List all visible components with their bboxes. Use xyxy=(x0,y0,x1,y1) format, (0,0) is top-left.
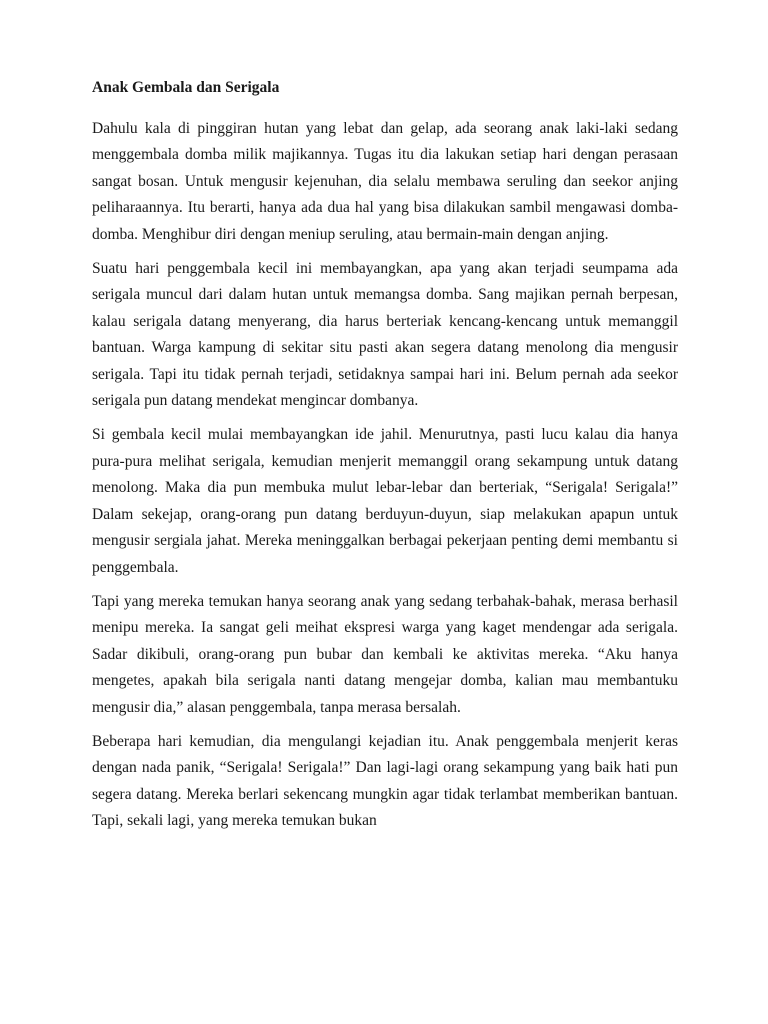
document-title: Anak Gembala dan Serigala xyxy=(92,79,280,96)
paragraph-4: Tapi yang mereka temukan hanya seorang anak yang sedang terbahak-bahak, merasa berhasil menipu mereka. Ia sangat geli meihat ekspresi warga yang kaget mendengar ada serigala. Sadar dikibuli, orang-orang pun bubar dan kembali ke aktivitas mereka. “Aku hanya mengetes, apakah bila serigala nanti datang mengejar domba, kalian mau membantuku mengusir dia,” alasan penggembala, tanpa merasa bersalah. xyxy=(92,592,678,716)
paragraph-2: Suatu hari penggembala kecil ini membayangkan, apa yang akan terjadi seumpama ada serigala muncul dari dalam hutan untuk memangsa domba. Sang majikan pernah berpesan, kalau serigala datang menyerang, dia harus berteriak kencang-kencang untuk memanggil bantuan. Warga kampung di sekitar situ pasti akan segera datang menolong dia mengusir serigala. Tapi itu tidak pernah terjadi, setidaknya sampai hari ini. Belum pernah ada seekor serigala pun datang mendekat mengincar dombanya. xyxy=(92,260,678,410)
paragraph-5: Beberapa hari kemudian, dia mengulangi kejadian itu. Anak penggembala menjerit keras dengan nada panik, “Serigala! Serigala!” Dan lagi-lagi orang sekampung yang baik hati pun segera datang. Mereka berlari sekencang mungkin agar tidak terlambat memberikan bantuan. Tapi, sekali lagi, yang mereka temukan bukan xyxy=(92,732,678,830)
document-body xyxy=(92,76,678,843)
paragraph-1: Dahulu kala di pinggiran hutan yang lebat dan gelap, ada seorang anak laki-laki sedang menggembala domba milik majikannya. Tugas itu dia lakukan setiap hari dengan perasaan sangat bosan. Untuk mengusir kejenuhan, dia selalu membawa seruling dan seekor anjing peliharaannya. Itu berarti, hanya ada dua hal yang bisa dilakukan sambil mengawasi domba-domba. Menghibur diri dengan meniup seruling, atau bermain-main dengan anjing. xyxy=(92,120,678,243)
paragraph-3: Si gembala kecil mulai membayangkan ide jahil. Menurutnya, pasti lucu kalau dia hanya pura-pura melihat serigala, kemudian menjerit memanggil orang sekampung untuk datang menolong. Maka dia pun membuka mulut lebar-lebar dan berteriak, “Serigala! Serigala!” Dalam sekejap, orang-orang pun datang berduyun-duyun, siap melakukan apapun untuk mengusir sergiala jahat. Mereka meninggalkan berbagai pekerjaan penting demi membantu si penggembala. xyxy=(92,426,678,576)
